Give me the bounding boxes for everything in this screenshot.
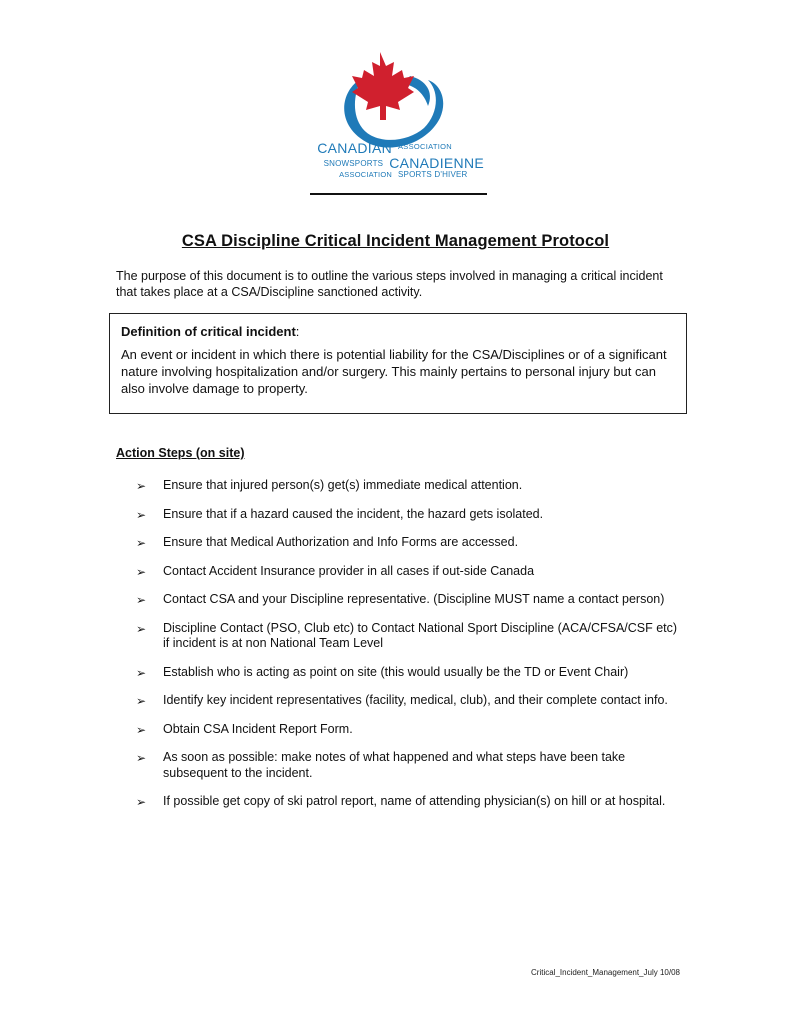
- action-steps-list: [136, 478, 681, 823]
- arrow-bullet-icon: ➢: [136, 479, 147, 493]
- arrow-bullet-icon: ➢: [136, 621, 147, 636]
- list-item: [136, 621, 681, 652]
- logo-sports-dhiver: SPORTS D'HIVER: [398, 170, 468, 179]
- step-text: Establish who is acting as point on site (this would usually be the TD or Event Chair): [163, 664, 629, 679]
- action-steps-heading: Action Steps (on site): [116, 446, 245, 460]
- step-text: Contact CSA and your Discipline representative. (Discipline MUST name a contact person): [163, 592, 665, 606]
- document-title: CSA Discipline Critical Incident Management Protocol: [181, 232, 610, 250]
- list-item: [136, 592, 681, 608]
- definition-heading-label: Definition of critical incident: [121, 324, 296, 339]
- logo-snowsports: SNOWSPORTS: [323, 158, 384, 168]
- definition-heading-colon: :: [295, 324, 300, 339]
- list-item: [136, 750, 681, 781]
- definition-heading: [121, 323, 674, 340]
- step-text: As soon as possible: make notes of what happened and what steps have been take subsequent to the incident.: [163, 750, 626, 780]
- step-text: If possible get copy of ski patrol report, name of attending physician(s) on hill or at hospital.: [163, 794, 666, 808]
- logo-canadian: CANADIAN: [317, 140, 392, 156]
- step-text: Ensure that injured person(s) get(s) immediate medical attention.: [163, 478, 523, 492]
- step-text: Ensure that if a hazard caused the incident, the hazard gets isolated.: [163, 506, 544, 521]
- purpose-paragraph: The purpose of this document is to outline the various steps involved in managing a critical incident that takes place at a CSA/Discipline sanctioned activity.: [116, 269, 663, 299]
- arrow-bullet-icon: ➢: [136, 722, 147, 737]
- arrow-bullet-icon: ➢: [136, 694, 147, 708]
- page-footer: Critical_Incident_Management_July 10/08: [531, 968, 680, 977]
- arrow-bullet-icon: ➢: [136, 665, 147, 680]
- arrow-bullet-icon: ➢: [136, 536, 147, 550]
- step-text: Identify key incident representatives (facility, medical, club), and their complete contact info.: [163, 693, 668, 707]
- list-item: [136, 564, 681, 580]
- list-item: [136, 794, 681, 810]
- list-item: [136, 693, 681, 709]
- step-text: Discipline Contact (PSO, Club etc) to Contact National Sport Discipline (ACA/CFSA/CSF etc) if incident is at non National Team Level: [163, 620, 678, 650]
- arrow-bullet-icon: ➢: [136, 507, 147, 522]
- arrow-bullet-icon: ➢: [136, 564, 147, 579]
- logo-association-en: ASSOCIATION: [339, 170, 392, 179]
- list-item: [136, 478, 681, 494]
- list-item: [136, 665, 681, 681]
- arrow-bullet-icon: ➢: [136, 795, 147, 809]
- list-item: [136, 507, 681, 523]
- definition-body: An event or incident in which there is potential liability for the CSA/Disciplines or of a significant nature involving hospitalization and/or surgery. This mainly pertains to personal injury but can also involve damage to property.: [121, 347, 667, 396]
- csa-logo: [300, 40, 488, 198]
- step-text: Contact Accident Insurance provider in all cases if out-side Canada: [163, 563, 535, 578]
- step-text: Ensure that Medical Authorization and Info Forms are accessed.: [163, 535, 519, 549]
- logo-text: [314, 140, 484, 179]
- logo-underline-divider: [310, 193, 487, 195]
- step-text: Obtain CSA Incident Report Form.: [163, 721, 353, 736]
- arrow-bullet-icon: ➢: [136, 751, 147, 765]
- list-item: [136, 535, 681, 551]
- logo-canadienne: CANADIENNE: [389, 155, 484, 171]
- arrow-bullet-icon: ➢: [136, 593, 147, 607]
- logo-association-fr: ASSOCIATION: [398, 142, 453, 151]
- definition-box: [109, 313, 687, 414]
- list-item: [136, 722, 681, 738]
